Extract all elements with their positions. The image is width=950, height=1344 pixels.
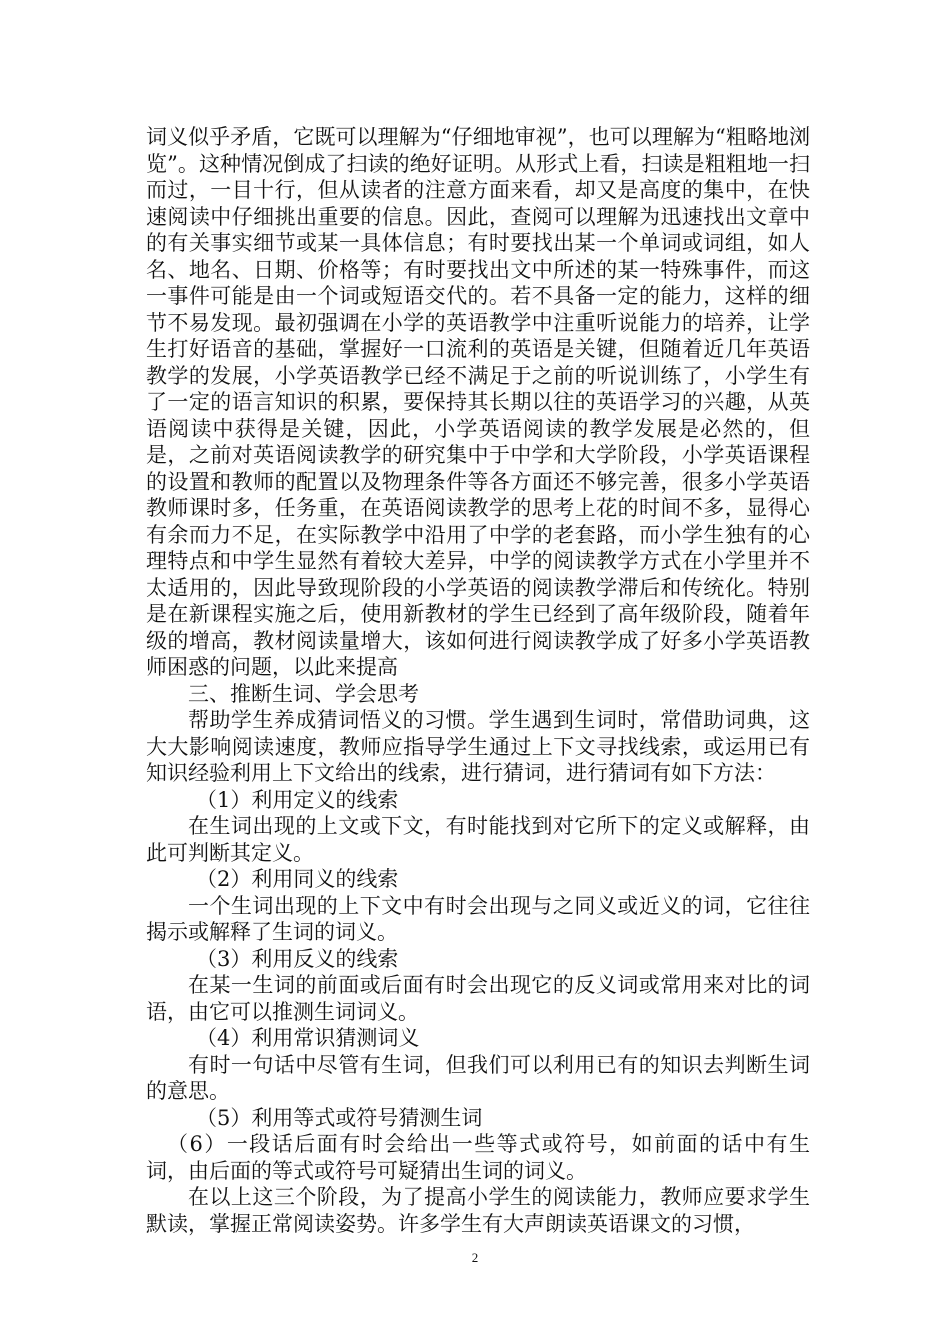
- paragraph-1: 词义似乎矛盾，它既可以理解为“仔细地审视”，也可以理解为“粗略地浏览”。这种情况倒成了扫读的绝好证明。从形式上看，扫读是粗粗地一扫而过，一目十行，但从读者的注意方面来看，却又是高度的集中，在快速阅读中仔细挑出重要的信息。因此，查阅可以理解为迅速找出文章中的有关事实细节或某一具体信息；有时要找出某一个单词或词组，如人名、地名、日期、价格等；有时要找出文中所述的某一特殊事件，而这一事件可能是由一个词或短语交代的。若不具备一定的能力，这样的细节不易发现。最初强调在小学的英语教学中注重听说能力的培养，让学生打好语音的基础，掌握好一口流利的英语是关键，但随着近几年英语教学的发展，小学英语教学已经不满足于之前的听说训练了，小学生有了一定的语言知识的积累，要保持其长期以往的英语学习的兴趣，从英语阅读中获得是关键，因此，小学英语阅读的教学发展是必然的，但是，之前对英语阅读教学的研究集中于中学和大学阶段，小学英语课程的设置和教师的配置以及物理条件等各方面还不够完善，很多小学英语教师课时多，任务重，在英语阅读教学的思考上花的时间不多，显得心有余而力不足，在实际教学中沿用了中学的老套路，而小学生独有的心理特点和中学生显然有着较大差异，中学的阅读教学方式在小学里并不太适用的，因此导致现阶段的小学英语的阅读教学滞后和传统化。特别是在新课程实施之后，使用新教材的学生已经到了高年级阶段，随着年级的增高，教材阅读量增大，该如何进行阅读教学成了好多小学英语教师困惑的问题，以此来提高: [146, 125, 810, 679]
- subheading-3: （3）利用反义的线索: [196, 946, 399, 971]
- paragraph-6: 有时一句话中尽管有生词，但我们可以利用已有的知识去判断生词的意思。: [146, 1052, 810, 1103]
- document-body: [146, 124, 810, 1237]
- paragraph-8: 在以上这三个阶段，为了提高小学生的阅读能力，教师应要求学生默读，掌握正常阅读姿势。许多学生有大声朗读英语课文的习惯，: [146, 1185, 810, 1236]
- paragraph-3: 在生词出现的上文或下文，有时能找到对它所下的定义或解释，由此可判断其定义。: [146, 814, 810, 865]
- paragraph-5: 在某一生词的前面或后面有时会出现它的反义词或常用来对比的词语，由它可以推测生词词义。: [146, 973, 810, 1024]
- subheading-1: （1）利用定义的线索: [196, 787, 399, 812]
- section-heading-3: 三、推断生词、学会思考: [188, 681, 419, 706]
- paragraph-2: 帮助学生养成猜词悟义的习惯。学生遇到生词时，常借助词典，这大大影响阅读速度，教师应指导学生通过上下文寻找线索，或运用已有知识经验利用上下文给出的线索，进行猜词，进行猜词有如下方法：: [146, 708, 810, 785]
- subheading-4: （4）利用常识猜测词义: [196, 1026, 420, 1050]
- subheading-5: （5）利用等式或符号猜测生词: [196, 1105, 483, 1130]
- page-number: 2: [471, 1250, 479, 1265]
- subheading-2: （2）利用同义的线索: [196, 867, 399, 891]
- paragraph-4: 一个生词出现的上下文中有时会出现与之同义或近义的词，它往往揭示或解释了生词的词义。: [146, 893, 810, 944]
- paragraph-7: （6）一段话后面有时会给出一些等式或符号，如前面的话中有生词，由后面的等式或符号可疑猜出生词的词义。: [146, 1132, 810, 1183]
